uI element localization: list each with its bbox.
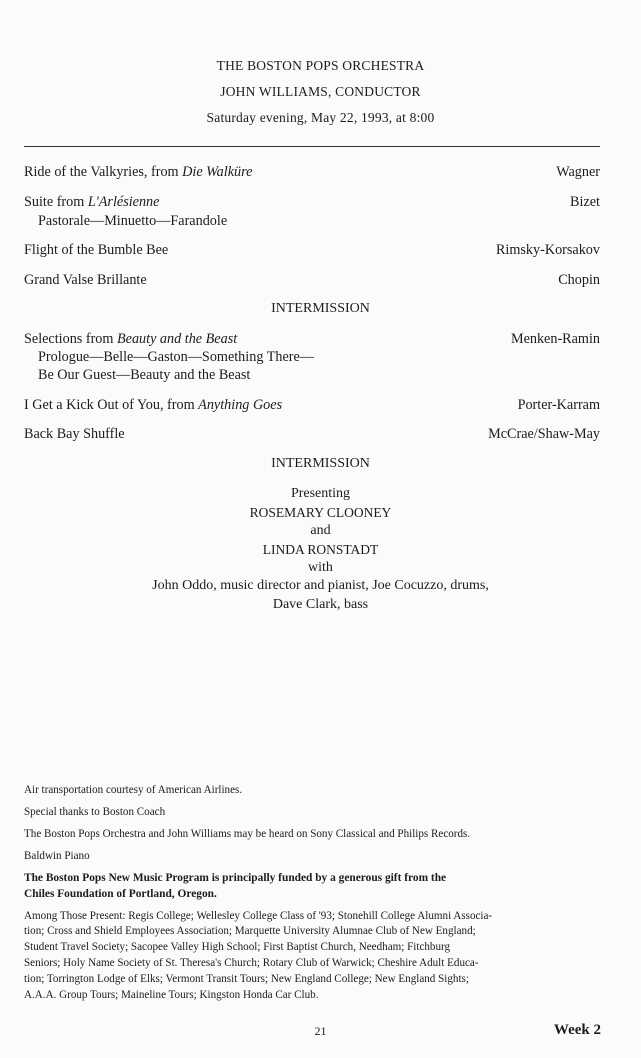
- credit-line: Special thanks to Boston Coach: [24, 806, 166, 818]
- credit-line: The Boston Pops Orchestra and John Williams may be heard on Sony Classical and Philips Records.: [24, 828, 471, 840]
- composer: Porter-Karram: [517, 397, 600, 413]
- credit-line: Baldwin Piano: [24, 850, 90, 862]
- intermission-label: INTERMISSION: [271, 456, 370, 471]
- piece-title: Back Bay Shuffle: [24, 426, 125, 442]
- guest-artist: ROSEMARY CLOONEY: [249, 505, 392, 520]
- week-label: Week 2: [553, 1022, 601, 1038]
- intermission-label: INTERMISSION: [271, 301, 370, 316]
- piece-movements: Pastorale—Minuetto—Farandole: [38, 213, 228, 229]
- concert-date: Saturday evening, May 22, 1993, at 8:00: [206, 110, 435, 125]
- composer: Menken-Ramin: [510, 331, 600, 347]
- with-label: with: [308, 560, 333, 575]
- piece-title: Ride of the Valkyries, from Die Walküre: [24, 164, 253, 180]
- header-divider: [24, 146, 600, 147]
- among-present: tion; Cross and Shield Employees Association; Marquette University Alumnae Club of New England;: [24, 925, 476, 937]
- composer: McCrae/Shaw-May: [488, 426, 600, 442]
- piece-title: Suite from L'Arlésienne: [24, 194, 160, 210]
- funding-note: The Boston Pops New Music Program is principally funded by a generous gift from the: [24, 872, 447, 884]
- composer: Bizet: [570, 194, 600, 210]
- composer: Chopin: [558, 272, 600, 288]
- piece-title: Selections from Beauty and the Beast: [24, 331, 238, 347]
- and-label: and: [310, 523, 331, 538]
- presenting-label: Presenting: [290, 486, 351, 501]
- conductor-line: JOHN WILLIAMS, CONDUCTOR: [220, 84, 421, 99]
- orchestra-title: THE BOSTON POPS ORCHESTRA: [216, 58, 425, 73]
- musicians-line: John Oddo, music director and pianist, Joe Cocuzzo, drums,: [152, 578, 489, 593]
- credit-line: Air transportation courtesy of American Airlines.: [24, 784, 243, 796]
- piece-movements: Be Our Guest—Beauty and the Beast: [38, 367, 251, 383]
- composer: Rimsky-Korsakov: [495, 242, 600, 258]
- piece-movements: Prologue—Belle—Gaston—Something There—: [38, 349, 314, 365]
- piece-title: I Get a Kick Out of You, from Anything Goes: [24, 397, 283, 413]
- among-present: Among Those Present: Regis College; Wellesley College Class of '93; Stonehill College Alumni Associa-: [24, 910, 493, 922]
- among-present: Student Travel Society; Sacopee Valley High School; First Baptist Church, Needham; Fitchburg: [24, 941, 451, 953]
- among-present: tion; Torrington Lodge of Elks; Vermont Transit Tours; New England College; New England Sights;: [24, 973, 469, 985]
- piece-title: Flight of the Bumble Bee: [24, 242, 169, 258]
- musicians-line: Dave Clark, bass: [272, 597, 369, 612]
- page-number: 21: [314, 1024, 327, 1038]
- guest-artist: LINDA RONSTADT: [262, 542, 379, 557]
- among-present: A.A.A. Group Tours; Maineline Tours; Kingston Honda Car Club.: [24, 989, 319, 1001]
- piece-title: Grand Valse Brillante: [24, 272, 147, 288]
- among-present: Seniors; Holy Name Society of St. Theresa's Church; Rotary Club of Warwick; Cheshire Adult Educa-: [24, 957, 479, 969]
- funding-note: Chiles Foundation of Portland, Oregon.: [24, 888, 217, 900]
- composer: Wagner: [556, 164, 600, 180]
